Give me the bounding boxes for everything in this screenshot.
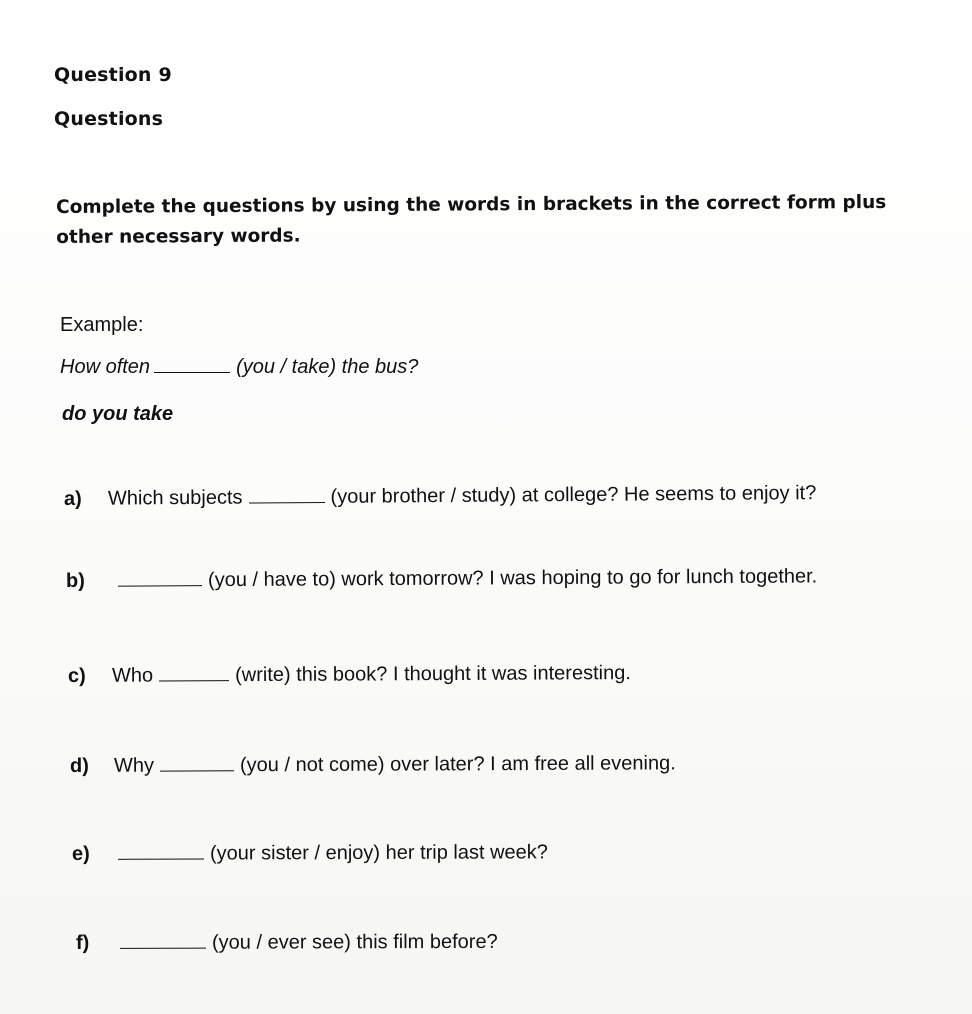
example-blank [154, 371, 230, 373]
question-f [76, 931, 498, 955]
question-prefix: Why [113, 754, 155, 777]
question-prompt: (your sister / enjoy) her trip last week? [209, 841, 548, 865]
example-hint: (you / take) the bus? [236, 356, 419, 378]
question-prompt: (you / ever see) this film before? [211, 930, 498, 954]
question-letter: a) [63, 487, 82, 510]
question-prefix: Who [111, 664, 154, 687]
question-letter: f) [75, 931, 90, 954]
question-prefix: Which subjects [107, 486, 243, 510]
section-subtitle: Questions [54, 108, 164, 130]
question-letter: e) [71, 842, 90, 865]
question-title: Question 9 [54, 64, 172, 86]
answer-blank[interactable] [159, 679, 229, 681]
example-label: Example: [60, 314, 144, 336]
answer-blank[interactable] [249, 501, 325, 504]
question-prompt: (you / have to) work tomorrow? I was hoping to go for lunch together. [207, 565, 818, 592]
example-prefix: How often [60, 356, 151, 378]
question-d [70, 752, 676, 778]
question-letter: b) [65, 569, 85, 592]
example-question [60, 356, 418, 379]
example-answer: do you take [62, 403, 174, 425]
instructions-text: Complete the questions by using the words in brackets in the correct form plus other necessary words. [56, 191, 887, 248]
question-c [68, 662, 631, 688]
answer-blank[interactable] [118, 584, 202, 587]
question-a [64, 482, 816, 511]
question-e [72, 841, 548, 866]
question-prompt: (write) this book? I thought it was interesting. [235, 662, 631, 687]
answer-blank[interactable] [118, 858, 204, 860]
question-letter: d) [69, 754, 89, 777]
question-prompt: (you / not come) over later? I am free all evening. [239, 752, 676, 777]
question-letter: c) [67, 664, 86, 687]
question-b [66, 565, 817, 593]
question-prompt: (your brother / study) at college? He seems to enjoy it? [330, 482, 817, 508]
answer-blank[interactable] [160, 769, 234, 771]
answer-blank[interactable] [120, 947, 206, 949]
